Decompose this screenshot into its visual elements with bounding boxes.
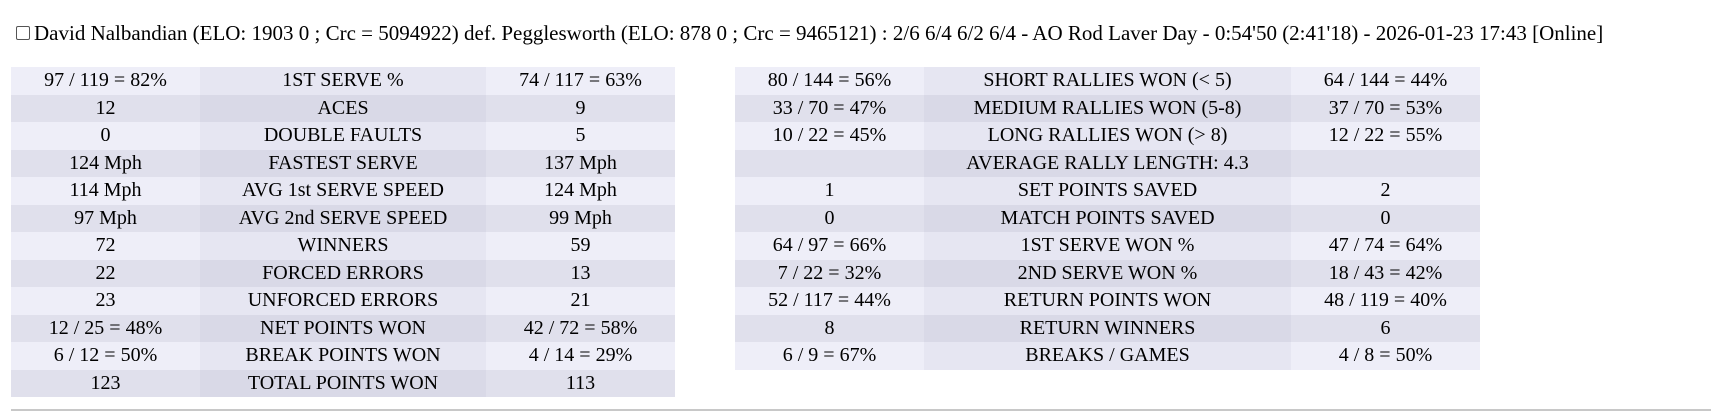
player1-value: 12 [11, 95, 200, 123]
player2-value: 42 / 72 = 58% [486, 315, 675, 343]
player1-value: 7 / 22 = 32% [735, 260, 924, 288]
player2-value: 4 / 8 = 50% [1291, 342, 1480, 370]
player2-value [1291, 150, 1480, 178]
stat-row [11, 122, 675, 150]
stat-label: RETURN WINNERS [924, 315, 1291, 343]
stat-row [11, 150, 675, 178]
stat-label: SET POINTS SAVED [924, 177, 1291, 205]
stat-label: WINNERS [200, 232, 486, 260]
player1-value: 1 [735, 177, 924, 205]
player1-value: 6 / 12 = 50% [11, 342, 200, 370]
player1-value: 8 [735, 315, 924, 343]
player2-value: 74 / 117 = 63% [486, 67, 675, 95]
stat-row [735, 95, 1480, 123]
player1-value: 0 [735, 205, 924, 233]
stat-label: MEDIUM RALLIES WON (5-8) [924, 95, 1291, 123]
stat-row [735, 287, 1480, 315]
stat-label: SHORT RALLIES WON (< 5) [924, 67, 1291, 95]
stat-row [735, 315, 1480, 343]
stat-label: AVERAGE RALLY LENGTH: 4.3 [924, 150, 1291, 178]
player2-value: 48 / 119 = 40% [1291, 287, 1480, 315]
stat-label: NET POINTS WON [200, 315, 486, 343]
player1-value: 123 [11, 370, 200, 398]
stat-label: 2ND SERVE WON % [924, 260, 1291, 288]
player2-value: 2 [1291, 177, 1480, 205]
stat-label: FORCED ERRORS [200, 260, 486, 288]
stat-label: 1ST SERVE WON % [924, 232, 1291, 260]
stat-row [735, 205, 1480, 233]
stat-row [11, 370, 675, 398]
player2-value: 12 / 22 = 55% [1291, 122, 1480, 150]
match-header [16, 19, 1603, 47]
player1-value: 64 / 97 = 66% [735, 232, 924, 260]
stat-row [735, 342, 1480, 370]
stat-label: TOTAL POINTS WON [200, 370, 486, 398]
stat-label: 1ST SERVE % [200, 67, 486, 95]
stat-row [11, 287, 675, 315]
stat-label: AVG 2nd SERVE SPEED [200, 205, 486, 233]
stat-row [735, 177, 1480, 205]
player2-value: 4 / 14 = 29% [486, 342, 675, 370]
match-select-checkbox[interactable] [16, 26, 30, 40]
player1-value: 6 / 9 = 67% [735, 342, 924, 370]
player1-value: 23 [11, 287, 200, 315]
player2-value: 137 Mph [486, 150, 675, 178]
stat-row [11, 232, 675, 260]
stat-row [11, 260, 675, 288]
player2-value: 5 [486, 122, 675, 150]
rally-stats-body [735, 67, 1480, 370]
player2-value: 21 [486, 287, 675, 315]
stat-row [735, 67, 1480, 95]
player2-value: 113 [486, 370, 675, 398]
stat-row [735, 122, 1480, 150]
stat-row [11, 95, 675, 123]
stat-label: MATCH POINTS SAVED [924, 205, 1291, 233]
stat-row [11, 67, 675, 95]
stat-row [735, 232, 1480, 260]
stat-row [11, 315, 675, 343]
stat-label: BREAKS / GAMES [924, 342, 1291, 370]
player1-value: 124 Mph [11, 150, 200, 178]
player1-value: 114 Mph [11, 177, 200, 205]
player1-value: 22 [11, 260, 200, 288]
player2-value: 59 [486, 232, 675, 260]
stat-label: AVG 1st SERVE SPEED [200, 177, 486, 205]
player1-value: 97 / 119 = 82% [11, 67, 200, 95]
player1-value: 10 / 22 = 45% [735, 122, 924, 150]
stat-label: RETURN POINTS WON [924, 287, 1291, 315]
stat-label: ACES [200, 95, 486, 123]
stat-label: DOUBLE FAULTS [200, 122, 486, 150]
stat-label: FASTEST SERVE [200, 150, 486, 178]
player1-value: 72 [11, 232, 200, 260]
player1-value: 52 / 117 = 44% [735, 287, 924, 315]
player1-value: 12 / 25 = 48% [11, 315, 200, 343]
stat-label: LONG RALLIES WON (> 8) [924, 122, 1291, 150]
player2-value: 13 [486, 260, 675, 288]
stat-row [735, 150, 1480, 178]
player2-value: 99 Mph [486, 205, 675, 233]
stat-row [11, 205, 675, 233]
stat-row [735, 260, 1480, 288]
player1-value [735, 150, 924, 178]
player2-value: 47 / 74 = 64% [1291, 232, 1480, 260]
player2-value: 9 [486, 95, 675, 123]
player1-value: 33 / 70 = 47% [735, 95, 924, 123]
player1-value: 0 [11, 122, 200, 150]
serve-stats-body [11, 67, 675, 397]
stat-label: BREAK POINTS WON [200, 342, 486, 370]
player2-value: 37 / 70 = 53% [1291, 95, 1480, 123]
match-title: David Nalbandian (ELO: 1903 0 ; Crc = 5094922) def. Pegglesworth (ELO: 878 0 ; Crc = 9465121) : 2/6 6/4 6/2 6/4 - AO Rod Laver Day - 0:54'50 (2:41'18) - 2026-01-23 17:43 [Online] [34, 21, 1604, 45]
stat-label: UNFORCED ERRORS [200, 287, 486, 315]
player2-value: 18 / 43 = 42% [1291, 260, 1480, 288]
player2-value: 0 [1291, 205, 1480, 233]
player1-value: 97 Mph [11, 205, 200, 233]
divider [11, 409, 1711, 411]
player2-value: 6 [1291, 315, 1480, 343]
player2-value: 124 Mph [486, 177, 675, 205]
player2-value: 64 / 144 = 44% [1291, 67, 1480, 95]
serve-stats-table [11, 67, 675, 397]
stat-row [11, 177, 675, 205]
player1-value: 80 / 144 = 56% [735, 67, 924, 95]
rally-stats-table [735, 67, 1480, 370]
stat-row [11, 342, 675, 370]
